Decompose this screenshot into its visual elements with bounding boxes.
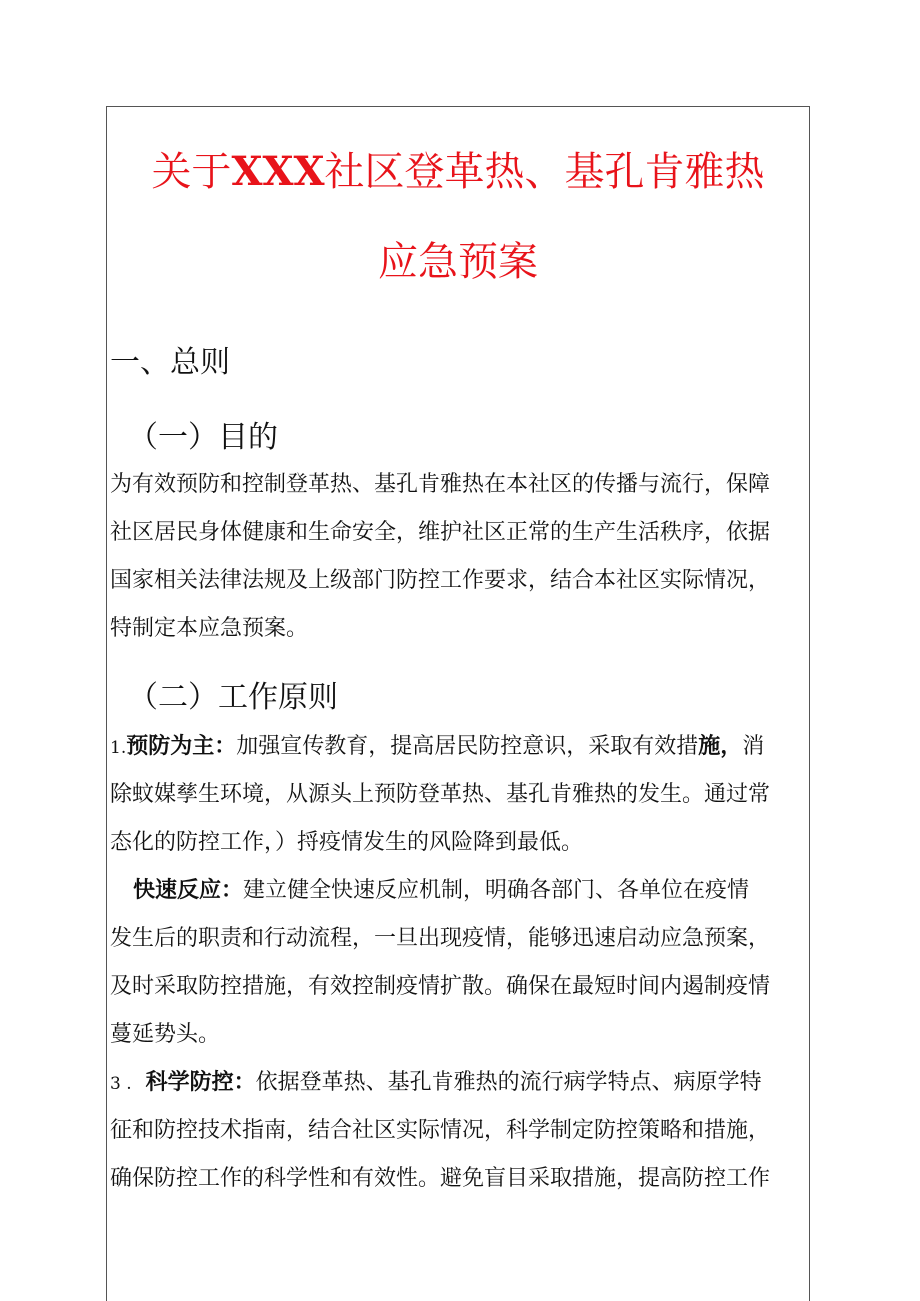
title-xxx: XXX bbox=[231, 148, 325, 195]
section-heading-general: 一、总则 bbox=[110, 345, 230, 380]
subheading-principles: （二）工作原则 bbox=[128, 680, 338, 715]
principle-1-line-2: 除蚊媒孳生环境，从源头上预防登革热、基孔肯雅热的发生。通过常 bbox=[110, 782, 771, 807]
principle-3-title: 科学防控： bbox=[145, 1070, 256, 1095]
principle-3-line-3: 确保防控工作的科学性和有效性。避免盲目采取措施，提高防控工作 bbox=[110, 1166, 771, 1191]
principle-3-number: 3 . bbox=[110, 1074, 132, 1094]
principle-2-title: 快速反应： bbox=[133, 878, 244, 903]
principle-2-line-3: 及时采取防控措施，有效控制疫情扩散。确保在最短时间内遏制疫情 bbox=[110, 974, 771, 999]
principle-3-text: 依据登革热、基孔肯雅热的流行病学特点、病原学特 bbox=[255, 1070, 762, 1095]
document-title-line-2: 应急预案 bbox=[378, 239, 538, 285]
title-prefix: 关于 bbox=[151, 149, 232, 195]
purpose-line-2: 社区居民身体健康和生命安全，维护社区正常的生产生活秩序，依据 bbox=[110, 520, 771, 545]
principle-2-line-4: 蔓延势头。 bbox=[110, 1022, 221, 1047]
principle-1-line-3: 态化的防控工作，）捋疫情发生的风险降到最低。 bbox=[110, 830, 584, 855]
document-title-line-1 bbox=[106, 140, 810, 197]
title-suffix: 社区登革热、基孔肯雅热 bbox=[324, 149, 765, 195]
principle-2-line-2: 发生后的职责和行动流程，一旦出现疫情，能够迅速启动应急预案， bbox=[110, 926, 771, 951]
purpose-line-1: 为有效预防和控制登革热、基孔肯雅热在本社区的传播与流行，保障 bbox=[110, 472, 771, 497]
principle-1-number: 1. bbox=[110, 738, 127, 758]
principle-3-line-1 bbox=[110, 1068, 762, 1099]
principle-1-bold-tail: 施， bbox=[698, 734, 743, 759]
principle-1-line-1 bbox=[110, 732, 764, 763]
purpose-line-3: 国家相关法律法规及上级部门防控工作要求，结合本社区实际情况， bbox=[110, 568, 771, 593]
principle-1-title: 预防为主： bbox=[126, 734, 237, 759]
principle-2-text: 建立健全快速反应机制，明确各部门、各单位在疫情 bbox=[243, 878, 750, 903]
subheading-purpose: （一）目的 bbox=[128, 420, 278, 455]
principle-3-line-2: 征和防控技术指南，结合社区实际情况，科学制定防控策略和措施， bbox=[110, 1118, 771, 1143]
principle-2-line-1 bbox=[133, 876, 749, 906]
principle-1-text: 加强宣传教育，提高居民防控意识，采取有效措 bbox=[236, 734, 699, 759]
principle-1-end: 消 bbox=[742, 734, 765, 759]
purpose-line-4: 特制定本应急预案。 bbox=[110, 616, 309, 641]
